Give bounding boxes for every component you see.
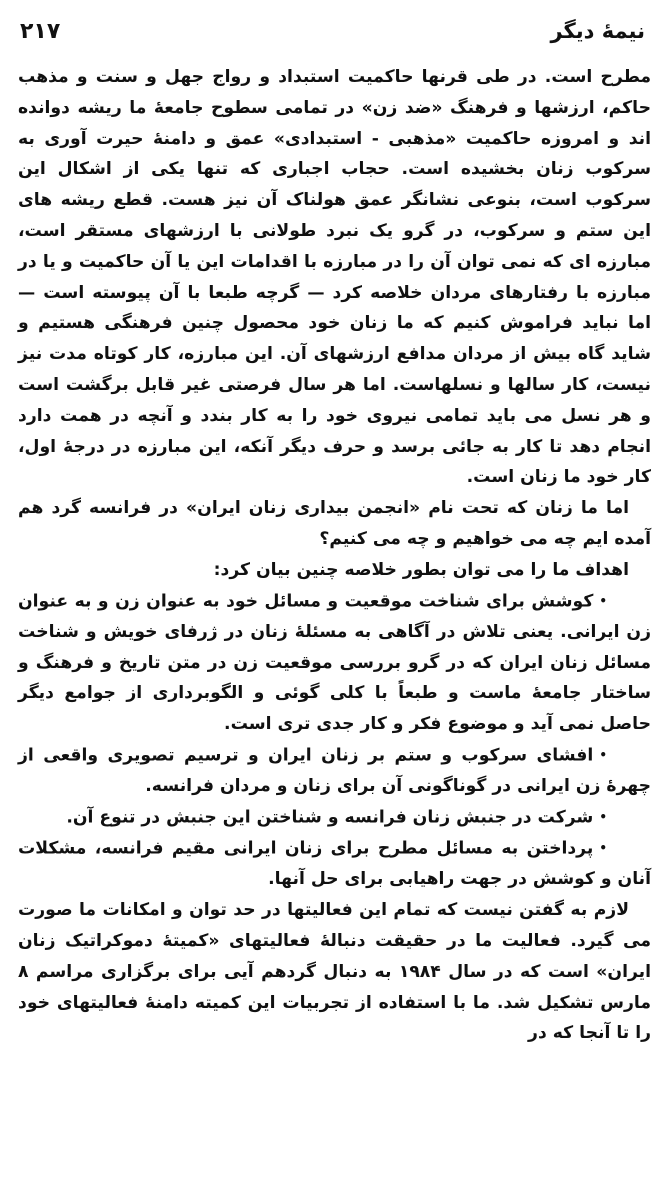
page-number: ۲۱۷ <box>20 18 61 44</box>
page-header <box>20 14 645 48</box>
bullet-icon: • <box>599 593 607 608</box>
bullet-item-4 <box>18 833 651 895</box>
running-title: نیمهٔ دیگر <box>550 19 645 43</box>
body-text <box>18 62 651 1049</box>
bullet-icon: • <box>599 809 607 824</box>
paragraph-4: لازم به گفتن نیست که تمام این فعالیتها در حد توان و امکانات ما صورت می گیرد. فعالیت ما در حقیقت دنبالهٔ فعالیتهای «کمیتهٔ دموکراتیک زنان ایران» است که در سال ۱۹۸۴ به دنبال گردهم آیی برای برگزاری مراسم ۸ مارس تشکیل شد. ما با استفاده از تجربیات این کمیته دامنهٔ فعالیتهای خود را تا آنجا که در <box>18 900 652 1044</box>
paragraph-3: اهداف ما را می توان بطور خلاصه چنین بیان کرد: <box>213 559 629 580</box>
bullet-text-4: پرداختن به مسائل مطرح برای زنان ایرانی مقیم فرانسه، مشکلات آنان و کوشش در جهت راهیابی برای حل آنها. <box>18 838 651 890</box>
paragraph-1: مطرح است. در طی قرنها حاکمیت استبداد و رواج جهل و سنت و مذهب حاکم، ارزشها و فرهنگ «ضد زن» در تمامی سطوح جامعهٔ ما ریشه دوانده اند و امروزه حاکمیت «مذهبی - استبدادی» عمق و دامنهٔ حیرت آوری به سرکوب زنان بخشیده است. حجاب اجباری که تنها یکی از اشکال این سرکوب است، بنوعی نشانگر عمق هولناک آن نیز هست. قطع ریشه های این ستم و سرکوب، در گرو یک نبرد طولانی با ارزشهای مستقر است، مبارزه ای که نمی توان آن را در مبارزه با اقدامات این یا آن حاکمیت و یا در مبارزه با رفتارهای مردان خلاصه کرد — گرچه طبعا با آن پیوسته است — اما نباید فراموش کنیم که ما زنان خود محصول چنین فرهنگی هستیم و شاید گاه بیش از مردان مدافع ارزشهای آن. این مبارزه، کار کوتاه مدت نیز نیست، کار سالها و نسلهاست. اما هر سال فرصتی غیر قابل برگشت است و هر نسل می باید تمامی نیروی خود را به کار بندد و آنچه در همت دارد انجام دهد تا کار به جائی برسد و حرف دیگر آنکه، این مبارزه در درجهٔ اول، کار خود ما زنان است. <box>18 67 651 488</box>
bullet-text-2: افشای سرکوب و ستم بر زنان ایران و ترسیم تصویری واقعی از چهرهٔ زن ایرانی در گوناگونی آن برای زنان و مردان فرانسه. <box>18 745 651 797</box>
bullet-item-3 <box>18 802 651 833</box>
bullet-item-1 <box>18 586 651 740</box>
paragraph-2: اما ما زنان که تحت نام «انجمن بیداری زنان ایران» در فرانسه گرد هم آمده ایم چه می خواهیم و چه می کنیم؟ <box>18 498 651 549</box>
bullet-icon: • <box>599 747 607 762</box>
bullet-icon: • <box>599 841 607 856</box>
bullet-item-2 <box>18 740 651 802</box>
bullet-text-3: شرکت در جنبش زنان فرانسه و شناختن این جنبش در تنوع آن. <box>66 807 594 828</box>
bullet-text-1: کوشش برای شناخت موقعیت و مسائل خود به عنوان زن و به عنوان زن ایرانی. یعنی تلاش در آگاهی به مسئلهٔ زنان در ژرفای خویش و شناخت مسائل زنان ایران که در گرو بررسی موقعیت زن در متن تاریخ و فرهنگ و ساختار جامعهٔ ماست و طبعاً با کلی گوئی و الگوبرداری از جوامع دیگر حاصل نمی آید و موضوع فکر و کار جدی تری است. <box>18 590 651 735</box>
